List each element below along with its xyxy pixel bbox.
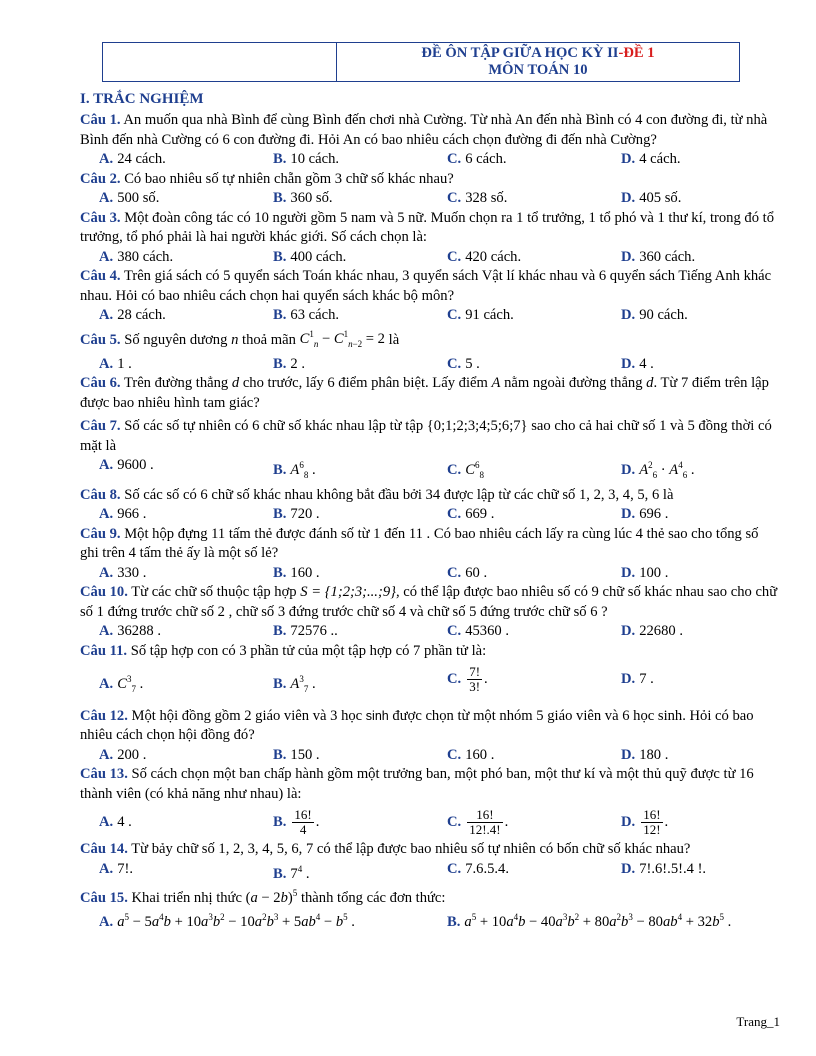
question-3: Câu 3. Một đoàn công tác có 10 người gồm 5 nam và 5 nữ. Muốn chọn ra 1 tổ trưởng, 1 tổ phó và 1 thư kí, trong đó tổ trưởng, tổ phó phải là hai người khác giới. Số cách chọn là: [80, 209, 774, 245]
header-box [102, 42, 740, 82]
question-1: Câu 1. An muốn qua nhà Bình để cùng Bình đến chơi nhà Cường. Từ nhà An đến nhà Bình có 4 con đường đi, từ nhà Bình đến nhà Cường có 6 con đường đi. Hỏi An có bao nhiêu cách chọn đường đi đến nhà Cường? [80, 112, 768, 148]
q7-option-d: $A^2_6 \cdot A^4_6$ . [639, 460, 695, 481]
question-12: Câu 12. Một hội đồng gồm 2 giáo viên và 3 học sinh được chọn từ một nhóm 5 giáo viên và 6 học sinh. Hỏi có bao nhiêu cách chọn hội đồng đó? [80, 707, 754, 744]
question-11: Câu 11. Số tập hợp con có 3 phần tử của một tập hợp có 7 phần tử là: [80, 642, 487, 659]
question-4: Câu 4. Trên giá sách có 5 quyển sách Toán khác nhau, 3 quyển sách Vật lí khác nhau và 6 quyển sách Tiếng Anh khác nhau. Hỏi có bao nhiêu cách chọn hai quyển sách khác bộ môn? [80, 268, 772, 304]
options-5: A. 1 . B. 2 . C. 5 . D. 4 . [99, 355, 654, 372]
question-6: Câu 6. Trên đường thẳng d cho trước, lấy 6 điểm phân biệt. Lấy điểm A nằm ngoài đường thẳng d. Từ 7 điểm trên lập được bao nhiêu hình tam giác? [80, 375, 769, 411]
header-left-cell [103, 43, 337, 81]
exam-subject: MÔN TOÁN 10 [488, 62, 588, 78]
question-7: Câu 7. Số các số tự nhiên có 6 chữ số khác nhau lập từ tập {0;1;2;3;4;5;6;7} sao cho cả hai chữ số 1 và 5 đồng thời có mặt là [80, 418, 772, 454]
section-title: I. TRẮC NGHIỆM [80, 91, 204, 107]
questions-content [80, 111, 780, 933]
options-1: A. 24 cách. B. 10 cách. C. 6 cách. D. 4 cách. [99, 151, 681, 167]
options-15: A. $a^5 - 5a^4b + 10a^3b^2 - 10a^2b^3 + 5ab^4 - b^5$ . B. $a^5 + 10a^4b - 40a^3b^2 + 80a^2b^3 - 80ab^4 + 32b^5$ . [99, 912, 732, 931]
q11-option-a: $C^3_7$ . [117, 674, 144, 694]
options-12: A. 200 . B. 150 . C. 160 . D. 180 . [99, 746, 669, 763]
options-13: A. 4 . B. $\frac{16!}{4}$ . C. $\frac{16!}{12!.4!}$ . D. $\frac{16!}{12!}$ . [99, 807, 669, 838]
options-11: A. $C^3_7$ . B. $A^3_7$ . C. $\frac{7!}{3!}$ . D. 7 . [99, 664, 654, 695]
page-footer: Trang_1 [736, 1014, 780, 1029]
question-13: Câu 13. Số cách chọn một ban chấp hành gồm một trưởng ban, một phó ban, một thư kí và một thủ quỹ được từ 16 thành viên (có khả năng như nhau) là: [80, 766, 754, 802]
options-3: A. 380 cách. B. 400 cách. C. 420 cách. D. 360 cách. [99, 248, 696, 265]
set-q7: {0;1;2;3;4;5;6;7} [426, 418, 528, 435]
options-8: A. 966 . B. 720 . C. 669 . D. 696 . [99, 506, 669, 523]
question-14: Câu 14. Từ bảy chữ số 1, 2, 3, 4, 5, 6, 7 có thể lập được bao nhiêu số tự nhiên có bốn chữ số khác nhau? [80, 841, 691, 858]
question-8: Câu 8. Số các số có 6 chữ số khác nhau không bắt đầu bởi 34 được lập từ các chữ số 1, 2, 3, 4, 5, 6 là [80, 486, 674, 503]
options-7: A. 9600 . B. $A^6_8$ . C. $C^6_8$ D. $A^2_6 \cdot A^4_6$ . [99, 457, 695, 481]
q7-option-c: $C^6_8$ [465, 460, 484, 481]
set-q10: S = {1;2;3;...;9} [300, 584, 396, 601]
q11-option-c: $\frac{7!}{3!}$ [469, 664, 481, 695]
question-9: Câu 9. Một hộp đựng 11 tấm thẻ được đánh số từ 1 đến 11 . Có bao nhiêu cách lấy ra cùng lúc 4 thẻ sao cho tổng số ghi trên 4 tấm thẻ ấy là một số lẻ? [80, 525, 759, 562]
q13-option-d: $\frac{16!}{12!}$ [643, 807, 661, 838]
q15-option-b: $a^5 + 10a^4b - 40a^3b^2 + 80a^2b^3 - 80ab^4 + 32b^5$ . [464, 912, 732, 931]
options-2: A. 500 số. B. 360 số. C. 328 số. D. 405 số. [99, 190, 682, 206]
question-10: Câu 10. Từ các chữ số thuộc tập hợp S = {1;2;3;...;9}, có thể lập được bao nhiêu số có 9 chữ số khác nhau sao cho chữ số 1 đứng trước chữ số 2 , chữ số 3 đứng trước chữ số 4 và chữ số 5 đứng trước chữ số 6 ? [80, 584, 778, 620]
options-14: A. 7!. B. $7^4$ . C. 7.6.5.4. D. 7!.6!.5!.4 !. [99, 860, 707, 882]
options-10: A. 36288 . B. 72576 .. C. 45360 . D. 22680 . [99, 623, 683, 640]
q13-option-c: $\frac{16!}{12!.4!}$ [469, 807, 501, 838]
options-4: A. 28 cách. B. 63 cách. C. 91 cách. D. 90 cách. [99, 307, 688, 323]
exam-title: ĐỀ ÔN TẬP GIỮA HỌC KỲ II-ĐỀ 1 [421, 45, 655, 61]
question-2: Câu 2. Có bao nhiêu số tự nhiên chẵn gồm 3 chữ số khác nhau? [80, 170, 454, 187]
q13-option-b: $\frac{16!}{4}$ [294, 807, 312, 838]
binomial-q15: $(a - 2b)^5$ [245, 888, 298, 907]
question-5: Câu 5. Số nguyên dương n thoả mãn $C^1_n - C^1_{n-2} = 2$ là [80, 329, 400, 350]
q14-option-b: $7^4$ . [290, 863, 310, 882]
q7-option-b: $A^6_8$ . [290, 460, 316, 481]
options-9: A. 330 . B. 160 . C. 60 . D. 100 . [99, 564, 669, 581]
q15-option-a: $a^5 - 5a^4b + 10a^3b^2 - 10a^2b^3 + 5ab^4 - b^5$ . [117, 912, 355, 931]
equation-q5: $C^1_n - C^1_{n-2} = 2$ [299, 329, 385, 350]
q11-option-b: $A^3_7$ . [290, 674, 316, 694]
question-15: Câu 15. Khai triển nhị thức $(a - 2b)^5$ thành tổng các đơn thức: [80, 888, 446, 907]
header-title-cell [337, 43, 739, 81]
